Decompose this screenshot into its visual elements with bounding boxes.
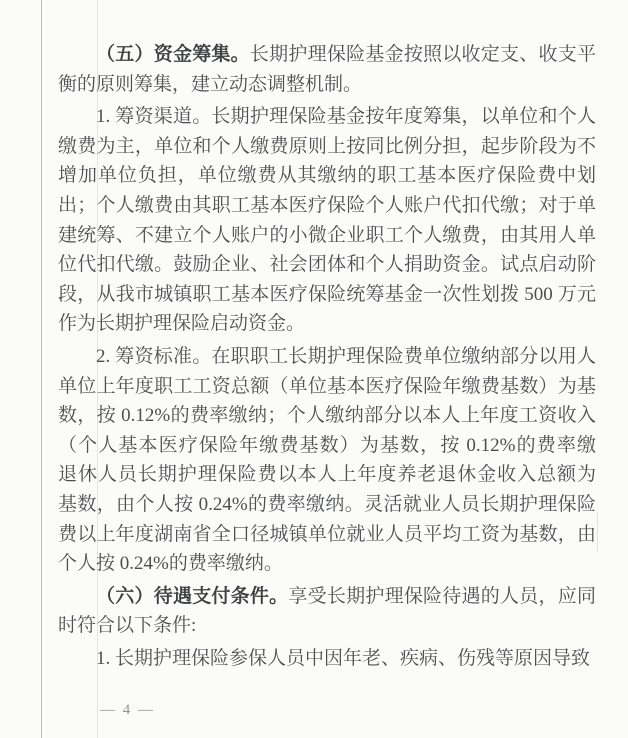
text-line [58, 102, 596, 132]
text-segment: 1. 筹资渠道。长期护理保险基金按年度筹集，以单位和个人 [96, 106, 596, 128]
text-line [58, 611, 596, 641]
text-line [58, 401, 596, 431]
text-line [58, 70, 596, 100]
text-line [58, 280, 596, 310]
text-segment: （个人基本医疗保险年缴费基数）为基数，按 0.12%的费率缴 [58, 434, 596, 456]
text-segment: 2. 筹资标准。在职职工长期护理保险费单位缴纳部分以用人 [96, 345, 596, 367]
text-segment: 段，从我市城镇职工基本医疗保险统筹基金一次性划拨 500 万元 [58, 283, 596, 305]
text-segment: 时符合以下条件: [58, 615, 197, 637]
text-line [58, 644, 596, 674]
document-body [58, 40, 596, 676]
text-line [58, 250, 596, 280]
text-segment: 单位上年度职工工资总额（单位基本医疗保险年缴费基数）为基 [58, 375, 596, 397]
text-line [58, 221, 596, 251]
text-segment: 缴费为主，单位和个人缴费原则上按同比例分担，起步阶段为不 [58, 135, 596, 157]
text-segment: 增加单位负担，单位缴费从其缴纳的职工基本医疗保险费中划 [58, 165, 596, 187]
text-line [58, 520, 596, 550]
text-segment: 退休人员长期护理保险费以本人上年度养老退休金收入总额为 [58, 464, 596, 486]
text-line [58, 40, 596, 70]
paragraph [58, 342, 596, 579]
paragraph [58, 644, 596, 674]
text-line [58, 460, 596, 490]
text-line [58, 309, 596, 339]
page-number: — 4 — [100, 702, 155, 718]
bold-heading-segment: （五）资金筹集。 [96, 44, 250, 65]
text-segment: 长期护理保险基金按照以收定支、收支平 [249, 44, 596, 65]
paragraph [58, 102, 596, 339]
text-segment: 衡的原则筹集，建立动态调整机制。 [58, 73, 363, 95]
text-segment: 作为长期护理保险启动资金。 [58, 313, 306, 335]
text-segment: 费以上年度湖南省全口径城镇单位就业人员平均工资为基数，由 [58, 523, 596, 545]
text-line [58, 582, 596, 612]
bold-heading-segment: （六）待遇支付条件。 [96, 585, 289, 607]
text-line [58, 372, 596, 402]
text-segment: 位代扣代缴。鼓励企业、社会团体和个人捐助资金。试点启动阶 [58, 254, 596, 276]
text-line [58, 549, 596, 579]
text-segment: 建统筹、不建立个人账户的小微企业职工个人缴费，由其用人单 [58, 224, 596, 246]
text-line [58, 132, 596, 162]
text-segment: 数，按 0.12%的费率缴纳；个人缴纳部分以本人上年度工资收入 [58, 405, 596, 427]
text-segment: 1. 长期护理保险参保人员中因年老、疾病、伤残等原因导致 [96, 647, 591, 669]
text-line [58, 342, 596, 372]
text-segment: 享受长期护理保险待遇的人员，应同 [288, 585, 596, 607]
text-line [58, 431, 596, 461]
text-segment: 出；个人缴费由其职工基本医疗保险个人账户代扣代缴；对于单 [58, 194, 596, 216]
paragraph [58, 40, 596, 99]
text-segment: 个人按 0.24%的费率缴纳。 [58, 553, 283, 575]
paragraph [58, 582, 596, 641]
text-line [58, 490, 596, 520]
text-line [58, 161, 596, 191]
scan-artifact [597, 512, 598, 552]
text-line [58, 191, 596, 221]
text-segment: 基数，由个人按 0.24%的费率缴纳。灵活就业人员长期护理保险 [58, 493, 596, 515]
scan-edge-line [41, 0, 42, 738]
